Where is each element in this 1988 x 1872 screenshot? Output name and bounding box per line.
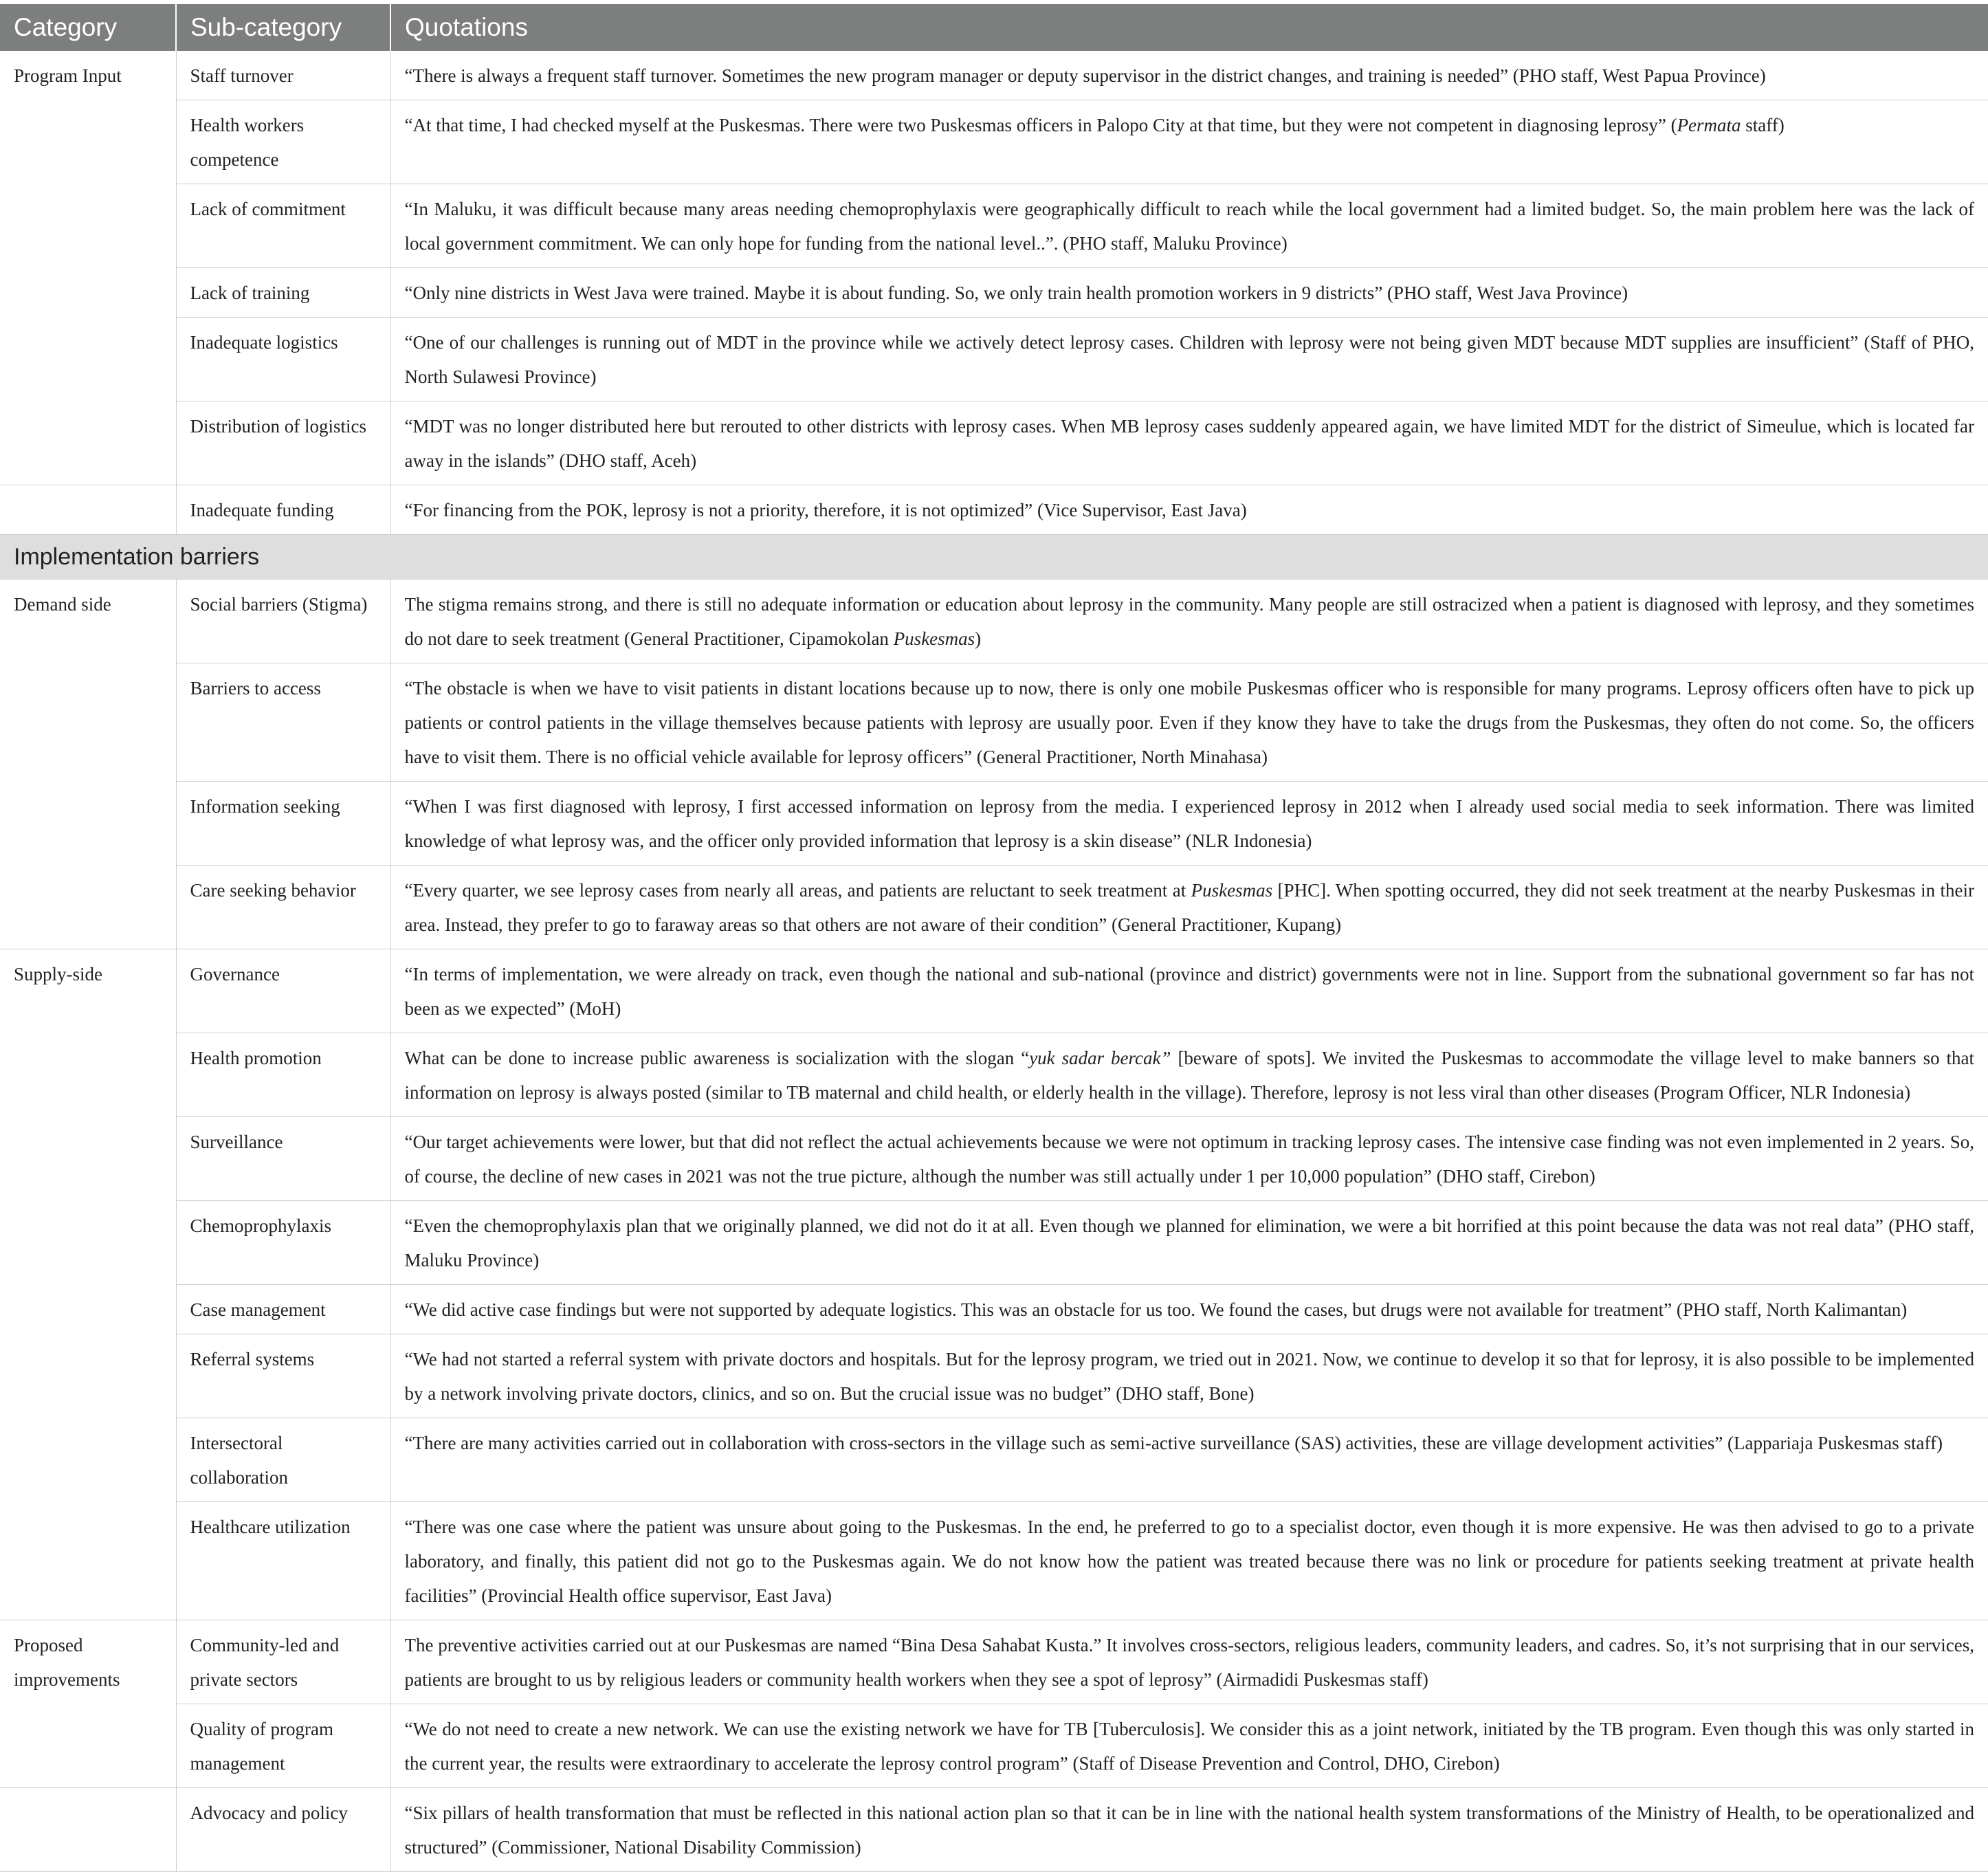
- sub-category-cell: Quality of program management: [176, 1704, 390, 1788]
- category-cell-empty: [0, 268, 176, 318]
- table-row: [0, 1418, 1988, 1502]
- sub-category-cell: Intersectoral collaboration: [176, 1418, 390, 1502]
- sub-category-cell: Staff turnover: [176, 51, 390, 100]
- sub-category-cell: Health promotion: [176, 1033, 390, 1117]
- sub-category-cell: Advocacy and policy: [176, 1788, 390, 1872]
- category-cell-empty: [0, 1502, 176, 1620]
- sub-category-cell: Community-led and private sectors: [176, 1620, 390, 1704]
- table-row: [0, 663, 1988, 782]
- category-cell-empty: [0, 1418, 176, 1502]
- quotation-cell: [390, 866, 1988, 949]
- table-row: [0, 1033, 1988, 1117]
- category-cell-empty: [0, 485, 176, 535]
- quotations-table: [0, 4, 1988, 1872]
- quotation-cell: [390, 100, 1988, 184]
- category-cell-empty: [0, 1704, 176, 1788]
- quote-text: “At that time, I had checked myself at the Puskesmas. There were two Puskesmas officers in Palopo City at that time, but they were not competent in diagnosing leprosy” (: [404, 115, 1677, 135]
- header-sub-category: Sub-category: [176, 4, 390, 51]
- table-row: [0, 1502, 1988, 1620]
- sub-category-cell: Surveillance: [176, 1117, 390, 1201]
- category-cell-empty: [0, 1285, 176, 1334]
- table-row: [0, 949, 1988, 1033]
- quotation-cell: “In Maluku, it was difficult because many areas needing chemoprophylaxis were geographically difficult to reach while the local government had a limited budget. So, the main problem here was the lack of local government commitment. We can only hope for funding from the national level..”. (PHO staff, Maluku Province): [390, 184, 1988, 268]
- table-row: [0, 401, 1988, 485]
- sub-category-cell: Health workers competence: [176, 100, 390, 184]
- sub-category-cell: Lack of training: [176, 268, 390, 318]
- quotation-cell: “Even the chemoprophylaxis plan that we originally planned, we did not do it at all. Even though we planned for elimination, we were a bit horrified at this point because the data was not real data” (PHO staff, Maluku Province): [390, 1201, 1988, 1285]
- header-quotations: Quotations: [390, 4, 1988, 51]
- quotation-cell: “There was one case where the patient was unsure about going to the Puskesmas. In the end, he preferred to go to a specialist doctor, even though it is more expensive. He was then advised to go to a private laboratory, and finally, this patient did not go to the Puskesmas again. We do not know how the patient was treated because there was no link or procedure for patients seeking treatment at private health facilities” (Provincial Health office supervisor, East Java): [390, 1502, 1988, 1620]
- header-row: [0, 4, 1988, 51]
- quotation-cell: “There is always a frequent staff turnover. Sometimes the new program manager or deputy supervisor in the district changes, and training is needed” (PHO staff, West Papua Province): [390, 51, 1988, 100]
- quotation-cell: [390, 580, 1988, 663]
- quotation-cell: “Only nine districts in West Java were trained. Maybe it is about funding. So, we only train health promotion workers in 9 districts” (PHO staff, West Java Province): [390, 268, 1988, 318]
- category-cell-empty: [0, 318, 176, 401]
- quotation-cell: “Six pillars of health transformation that must be reflected in this national action plan so that it can be in line with the national health system transformations of the Ministry of Health, to be operationalized and structured” (Commissioner, National Disability Commission): [390, 1788, 1988, 1872]
- category-cell-empty: [0, 782, 176, 866]
- quote-text: “Every quarter, we see leprosy cases from nearly all areas, and patients are reluctant to seek treatment at: [404, 880, 1191, 901]
- quotation-cell: “One of our challenges is running out of MDT in the province while we actively detect leprosy cases. Children with leprosy were not being given MDT because MDT supplies are insufficient” (Staff of PHO, North Sulawesi Province): [390, 318, 1988, 401]
- category-cell-empty: [0, 1033, 176, 1117]
- category-cell-empty: [0, 663, 176, 782]
- category-cell-empty: [0, 401, 176, 485]
- category-cell-empty: [0, 100, 176, 184]
- quote-emphasis: yuk sadar bercak”: [1029, 1048, 1171, 1068]
- sub-category-cell: Chemoprophylaxis: [176, 1201, 390, 1285]
- quotation-cell: “The obstacle is when we have to visit patients in distant locations because up to now, there is only one mobile Puskesmas officer who is responsible for many programs. Leprosy officers often have to pick up patients or control patients in the village themselves because patients with leprosy are usually poor. Even if they know they have to take the drugs from the Puskesmas, they often do not come. So, the officers have to visit them. There is no official vehicle available for leprosy officers” (General Practitioner, North Minahasa): [390, 663, 1988, 782]
- table-row: [0, 1117, 1988, 1201]
- table-row: [0, 1334, 1988, 1418]
- table-row: [0, 1704, 1988, 1788]
- quote-text: [PHC]. When spotting occurred, they did not seek treatment at the nearby Puskesmas in their area. Instead, they prefer to go to faraway areas so that others are not aware of their condition” (General Practitioner, Kupang): [404, 880, 1974, 935]
- category-cell-empty: [0, 1117, 176, 1201]
- table-row: [0, 580, 1988, 663]
- quotation-cell: “We had not started a referral system with private doctors and hospitals. But for the leprosy program, we tried out in 2021. Now, we continue to develop it so that for leprosy, it is also possible to be implemented by a network involving private doctors, clinics, and so on. But the crucial issue was no budget” (DHO staff, Bone): [390, 1334, 1988, 1418]
- quote-emphasis: Puskesmas: [893, 628, 975, 649]
- table-row: [0, 184, 1988, 268]
- quotation-cell: “MDT was no longer distributed here but rerouted to other districts with leprosy cases. When MB leprosy cases suddenly appeared again, we have limited MDT for the district of Simeulue, which is located far away in the islands” (DHO staff, Aceh): [390, 401, 1988, 485]
- sub-category-cell: Barriers to access: [176, 663, 390, 782]
- category-cell-empty: [0, 1201, 176, 1285]
- quotation-cell: “Our target achievements were lower, but that did not reflect the actual achievements because we were not optimum in tracking leprosy cases. The intensive case finding was not even implemented in 2 years. So, of course, the decline of new cases in 2021 was not the true picture, although the number was still actually under 1 per 10,000 population” (DHO staff, Cirebon): [390, 1117, 1988, 1201]
- category-cell: Program Input: [0, 51, 176, 100]
- category-cell-empty: [0, 866, 176, 949]
- table-row: [0, 1620, 1988, 1704]
- quotation-cell: [390, 1033, 1988, 1117]
- section-header-row: [0, 535, 1988, 580]
- quotation-cell: “In terms of implementation, we were already on track, even though the national and sub-national (province and district) governments were not in line. Support from the subnational government so far has not been as we expected” (MoH): [390, 949, 1988, 1033]
- table-row: [0, 1788, 1988, 1872]
- sub-category-cell: Social barriers (Stigma): [176, 580, 390, 663]
- sub-category-cell: Inadequate logistics: [176, 318, 390, 401]
- category-cell-empty: [0, 1334, 176, 1418]
- quotation-cell: “We did active case findings but were not supported by adequate logistics. This was an obstacle for us too. We found the cases, but drugs were not available for treatment” (PHO staff, North Kalimantan): [390, 1285, 1988, 1334]
- quote-text: What can be done to increase public awareness is socialization with the slogan “: [404, 1048, 1030, 1068]
- quote-text: staff): [1741, 115, 1785, 135]
- sub-category-cell: Lack of commitment: [176, 184, 390, 268]
- section-title: Implementation barriers: [0, 535, 1988, 580]
- quote-text: ): [975, 628, 982, 649]
- sub-category-cell: Governance: [176, 949, 390, 1033]
- category-cell: Proposed improvements: [0, 1620, 176, 1704]
- table-row: [0, 782, 1988, 866]
- quote-emphasis: Permata: [1677, 115, 1741, 135]
- table-row: [0, 1285, 1988, 1334]
- sub-category-cell: Referral systems: [176, 1334, 390, 1418]
- category-cell-empty: [0, 184, 176, 268]
- sub-category-cell: Inadequate funding: [176, 485, 390, 535]
- header-category: Category: [0, 4, 176, 51]
- table-row: [0, 51, 1988, 100]
- sub-category-cell: Healthcare utilization: [176, 1502, 390, 1620]
- quote-text: [beware of spots]. We invited the Puskesmas to accommodate the village level to make banners so that information on leprosy is always posted (similar to TB maternal and child health, or elderly health in the village). Therefore, leprosy is not less viral than other diseases (Program Officer, NLR Indonesia): [404, 1048, 1974, 1103]
- category-cell-empty: [0, 1788, 176, 1872]
- quote-emphasis: Puskesmas: [1191, 880, 1273, 901]
- table-row: [0, 485, 1988, 535]
- table-row: [0, 866, 1988, 949]
- category-cell: Demand side: [0, 580, 176, 663]
- quotation-cell: “For financing from the POK, leprosy is not a priority, therefore, it is not optimized” (Vice Supervisor, East Java): [390, 485, 1988, 535]
- sub-category-cell: Case management: [176, 1285, 390, 1334]
- table-row: [0, 1201, 1988, 1285]
- quotation-cell: The preventive activities carried out at our Puskesmas are named “Bina Desa Sahabat Kusta.” It involves cross-sectors, religious leaders, community leaders, and cadres. So, it’s not surprising that in our services, patients are brought to us by religious leaders or community health workers when they see a spot of leprosy” (Airmadidi Puskesmas staff): [390, 1620, 1988, 1704]
- quotation-cell: “When I was first diagnosed with leprosy, I first accessed information on leprosy from the media. I experienced leprosy in 2012 when I already used social media to seek information. There was limited knowledge of what leprosy was, and the officer only provided information that leprosy is a skin disease” (NLR Indonesia): [390, 782, 1988, 866]
- sub-category-cell: Information seeking: [176, 782, 390, 866]
- sub-category-cell: Care seeking behavior: [176, 866, 390, 949]
- quotation-cell: “We do not need to create a new network. We can use the existing network we have for TB [Tuberculosis]. We consider this as a joint network, initiated by the TB program. Even though this was only started in the current year, the results were extraordinary to accelerate the leprosy control program” (Staff of Disease Prevention and Control, DHO, Cirebon): [390, 1704, 1988, 1788]
- table-row: [0, 318, 1988, 401]
- quotation-cell: “There are many activities carried out in collaboration with cross-sectors in the village such as semi-active surveillance (SAS) activities, these are village development activities” (Lappariaja Puskesmas staff): [390, 1418, 1988, 1502]
- table-row: [0, 268, 1988, 318]
- category-cell: Supply-side: [0, 949, 176, 1033]
- quote-text: The stigma remains strong, and there is still no adequate information or education about leprosy in the community. Many people are still ostracized when a patient is diagnosed with leprosy, and they sometimes do not dare to seek treatment (General Practitioner, Cipamokolan: [404, 594, 1974, 649]
- sub-category-cell: Distribution of logistics: [176, 401, 390, 485]
- table-row: [0, 100, 1988, 184]
